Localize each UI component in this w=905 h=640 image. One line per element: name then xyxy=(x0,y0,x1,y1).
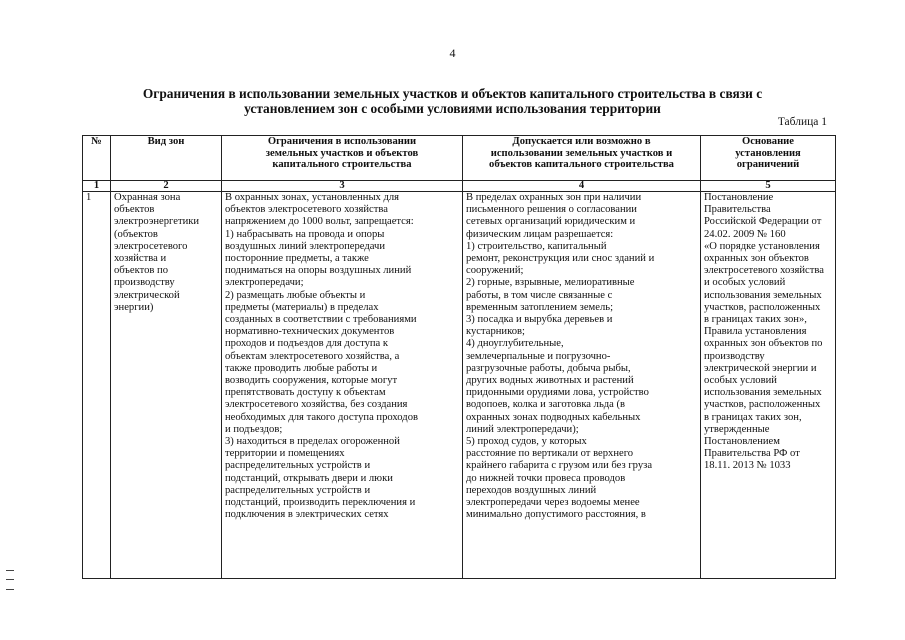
text-line: воздушных линий электропередачи xyxy=(225,240,386,252)
text-line: нормативно-технических документов xyxy=(225,326,395,338)
text-line: подключения в электрических сетях xyxy=(225,509,389,521)
text-line: подстанций, производить переключения и xyxy=(225,497,416,509)
text-line: участков, расположенных xyxy=(704,301,821,313)
text-line: электросетевого хозяйства, без создания xyxy=(225,399,408,411)
text-line: сетевых организаций юридическим и xyxy=(466,216,636,228)
text-line: производству xyxy=(114,277,175,289)
text-line: препятствовать доступу к объектам xyxy=(225,387,386,399)
header-line: ограничений xyxy=(736,159,800,171)
text-line: временным затоплением земель; xyxy=(466,301,614,313)
text-line: хозяйства и xyxy=(114,253,167,265)
text-line: В охранных зонах, установленных для xyxy=(225,192,400,203)
column-number: 3 xyxy=(222,181,463,192)
margin-mark xyxy=(6,570,14,590)
text-line: письменного решения о согласовании xyxy=(466,204,637,216)
text-line: ремонт, реконструкция или снос зданий и xyxy=(466,253,655,265)
text-line: В пределах охранных зон при наличии xyxy=(466,192,642,203)
text-line: Правила установления xyxy=(704,326,807,338)
header-line: объектов капитального строительства xyxy=(489,159,674,171)
text-line: объектов электросетевого хозяйства xyxy=(225,204,388,216)
text-line: минимально допустимого расстояния, в xyxy=(466,509,646,521)
table-row xyxy=(83,192,836,579)
text-line: напряжением до 1000 вольт, запрещается: xyxy=(225,216,414,228)
zone-type-cell xyxy=(111,192,222,579)
text-line: расстояние по вертикали от верхнего xyxy=(466,448,634,460)
text-line: 5) проход судов, у которых xyxy=(466,436,587,448)
text-line: в границах таких зон, xyxy=(704,411,802,423)
text-line: 1) набрасывать на провода и опоры xyxy=(225,228,385,240)
text-line: созданных в соответствии с требованиями xyxy=(225,314,417,326)
text-line: 18.11. 2013 № 1033 xyxy=(704,460,791,472)
text-line: участков, расположенных xyxy=(704,399,821,411)
text-line: до нижней точки провеса проводов xyxy=(466,472,626,484)
text-line: землечерпальные и погрузочно- xyxy=(466,350,611,362)
text-line: посторонние предметы, а также xyxy=(225,253,369,265)
text-line: разгрузочные работы, добыча рыбы, xyxy=(466,362,631,374)
text-line: электропередачи через водоемы менее xyxy=(466,497,640,509)
text-line: и подъездов; xyxy=(225,423,283,435)
table-header-row xyxy=(83,136,836,181)
text-line: энергии) xyxy=(114,301,154,313)
text-line: электроэнергетики xyxy=(114,216,200,228)
header-line: Основание xyxy=(741,136,794,147)
text-line: линий электропередачи); xyxy=(466,423,579,435)
text-line: 1) строительство, капитальный xyxy=(466,240,607,252)
text-line: использования земельных xyxy=(704,289,822,301)
text-line: объектов xyxy=(114,204,155,216)
text-line: производству xyxy=(704,350,765,362)
text-line: Российской Федерации от xyxy=(704,216,822,228)
header-line: № xyxy=(91,136,102,147)
text-line: Постановление xyxy=(704,192,774,203)
header-line: капитального строительства xyxy=(272,159,412,171)
text-line: подниматься на опоры воздушных линий xyxy=(225,265,412,277)
text-line: также проводить любые работы и xyxy=(225,362,378,374)
table-caption: Таблица 1 xyxy=(777,116,827,128)
page-number: 4 xyxy=(449,46,456,60)
header-zone-type xyxy=(111,136,222,181)
text-line: охранных зонах подводных кабельных xyxy=(466,411,641,423)
text-line: электросетевого хозяйства xyxy=(704,265,824,277)
header-line: Допускается или возможно в xyxy=(512,136,651,147)
text-line: и особых условий xyxy=(704,277,786,289)
text-line: кустарников; xyxy=(466,326,525,338)
text-line: объектам электросетевого хозяйства, а xyxy=(225,350,400,362)
text-line: водопоев, колка и заготовка льда (в xyxy=(466,399,626,411)
header-line: использовании земельных участков и xyxy=(490,147,673,159)
header-basis xyxy=(701,136,836,181)
header-line: Вид зон xyxy=(147,136,185,147)
text-line: 2) размещать любые объекты и xyxy=(225,289,366,301)
allowed-cell xyxy=(463,192,701,579)
text-line: 24.02. 2009 № 160 xyxy=(704,228,786,240)
text-line: 4) дноуглубительные, xyxy=(466,338,564,350)
text-line: предметы (материалы) в пределах xyxy=(225,301,379,313)
text-line: 2) горные, взрывные, мелиоративные xyxy=(466,277,635,289)
text-line: распределительных устройств и xyxy=(225,484,371,496)
text-line: 3) находиться в пределах огороженной xyxy=(225,436,400,448)
text-line: утвержденные xyxy=(704,423,770,435)
header-line: Ограничения в использовании xyxy=(267,136,417,147)
text-line: других водных животных и растений xyxy=(466,375,634,387)
text-line: работы, в том числе связанные с xyxy=(466,289,613,301)
text-line: Охранная зона xyxy=(114,192,181,203)
text-line: «О порядке установления xyxy=(704,240,820,252)
header-allowed xyxy=(463,136,701,181)
text-line: Постановлением xyxy=(704,436,780,448)
text-line: сооружений; xyxy=(466,265,524,277)
text-line: охранных зон объектов по xyxy=(704,338,823,350)
title-line-2: установлением зон с особыми условиями использования территории xyxy=(244,101,661,116)
text-line: проходов и подъездов для доступа к xyxy=(225,338,389,350)
text-line: необходимых для такого доступа проходов xyxy=(225,411,418,423)
restrictions-cell xyxy=(222,192,463,579)
text-line: охранных зон объектов xyxy=(704,253,809,265)
text-line: Правительства РФ от xyxy=(704,448,800,460)
text-line: Правительства xyxy=(704,204,771,216)
basis-cell xyxy=(701,192,836,579)
column-number: 1 xyxy=(83,181,111,192)
text-line: территории и помещениях xyxy=(225,448,345,460)
text-line: придонными орудиями лова, устройство xyxy=(466,387,649,399)
text-line: электросетевого xyxy=(114,240,188,252)
text-line: 3) посадка и вырубка деревьев и xyxy=(466,314,613,326)
text-line: использования земельных xyxy=(704,387,822,399)
title-line-1: Ограничения в использовании земельных участков и объектов капитального строительства в связи с xyxy=(142,86,763,101)
header-restrictions xyxy=(222,136,463,181)
row-number: 1 xyxy=(83,192,111,579)
text-line: возводить сооружения, которые могут xyxy=(225,375,398,387)
column-number: 5 xyxy=(701,181,836,192)
text-line: (объектов xyxy=(114,228,158,240)
header-line: земельных участков и объектов xyxy=(265,147,419,159)
column-number: 2 xyxy=(111,181,222,192)
text-line: электрической энергии и xyxy=(704,362,817,374)
text-line: электропередачи; xyxy=(225,277,304,289)
text-line: физическим лицам разрешается: xyxy=(466,228,614,240)
text-line: крайнего габарита с грузом или без груза xyxy=(466,460,653,472)
header-number xyxy=(83,136,111,181)
document-title xyxy=(80,86,825,116)
header-line: установления xyxy=(735,147,801,159)
text-line: объектов по xyxy=(114,265,169,277)
text-line: подстанций, открывать двери и люки xyxy=(225,472,393,484)
text-line: переходов воздушных линий xyxy=(466,484,597,496)
text-line: электрической xyxy=(114,289,180,301)
text-line: распределительных устройств и xyxy=(225,460,371,472)
restrictions-table xyxy=(82,135,836,579)
text-line: в границах таких зон», xyxy=(704,314,807,326)
column-number-row xyxy=(83,181,836,192)
text-line: особых условий xyxy=(704,375,777,387)
column-number: 4 xyxy=(463,181,701,192)
